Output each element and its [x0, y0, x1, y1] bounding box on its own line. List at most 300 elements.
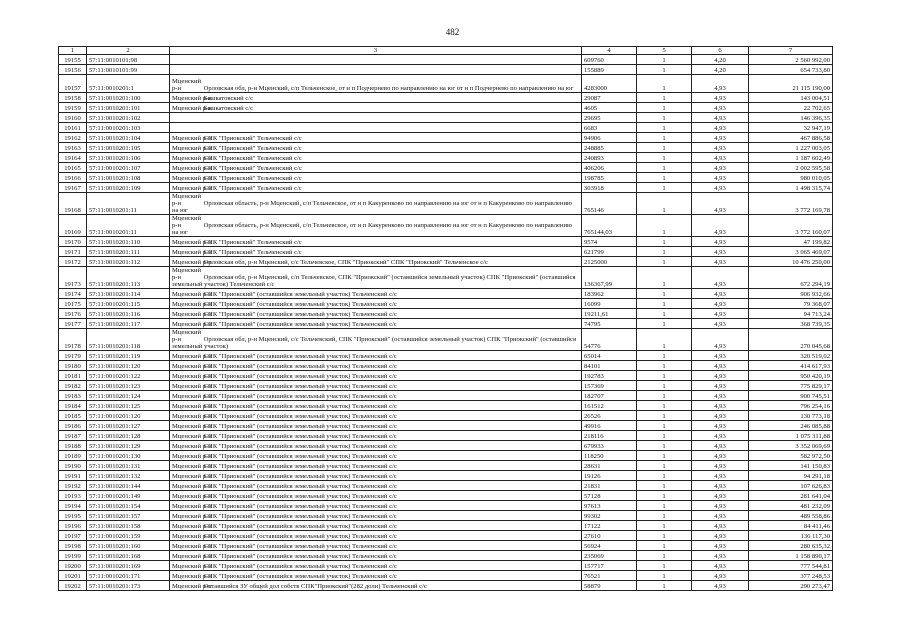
location-cell	[170, 153, 582, 163]
cadastral-value-cell: 2 002 595,58	[749, 163, 833, 173]
table-row	[59, 381, 833, 391]
rate-cell: 4,93	[692, 75, 749, 93]
cadastral-value-cell: 280 635,32	[749, 541, 833, 551]
location-cell	[170, 561, 582, 571]
address-description: СПК "Приокский" (оставшийся земельный участок) Тельченский с/с	[203, 383, 397, 390]
table-row	[59, 401, 833, 411]
cadastral-number-cell: 57:11:0010201:107	[87, 163, 170, 173]
row-number-cell: 19183	[59, 391, 87, 401]
row-number-cell: 19193	[59, 491, 87, 501]
rate-cell: 4,20	[692, 55, 749, 65]
location-cell	[170, 103, 582, 113]
rate-cell: 4,93	[692, 411, 749, 421]
cadastral-value-cell: 281 641,04	[749, 491, 833, 501]
table-row	[59, 511, 833, 521]
rate-cell: 4,93	[692, 571, 749, 581]
cadastral-number-cell: 57:11:0010101:98	[87, 55, 170, 65]
area-cell: 248885	[582, 143, 637, 153]
rate-cell: 4,93	[692, 123, 749, 133]
address-description: Орловская обл, р-н Мценский, с/п Тельчевское, СПК "Приокский" (оставшийся земельный участок) СПК "Приокский" (оставшийся земельный участок) Тельченский с/с	[172, 274, 576, 288]
cadastral-number-cell: 57:11:0010201:149	[87, 491, 170, 501]
rate-cell: 4,20	[692, 65, 749, 75]
area-cell: 76521	[582, 571, 637, 581]
cadastral-number-cell: 57:11:0010201:101	[87, 103, 170, 113]
count-cell: 1	[637, 541, 692, 551]
cadastral-value-cell: 900 745,51	[749, 391, 833, 401]
district-label: Мценский р-н	[172, 453, 212, 460]
table-row	[59, 93, 833, 103]
district-label: Мценский р-н	[172, 165, 212, 172]
location-cell	[170, 401, 582, 411]
area-cell: 182707	[582, 391, 637, 401]
area-cell: 4605	[582, 103, 637, 113]
table-row	[59, 441, 833, 451]
rate-cell: 4,93	[692, 421, 749, 431]
row-number-cell: 19159	[59, 103, 87, 113]
row-number-cell: 19192	[59, 481, 87, 491]
district-label: Мценский р-н	[172, 291, 212, 298]
cadastral-number-cell: 57:11:0010201:105	[87, 143, 170, 153]
cadastral-number-cell: 57:11:0010201:158	[87, 521, 170, 531]
address-description: СПК "Приокский" (оставшийся земельный участок) Тельченский с/с	[203, 453, 397, 460]
address-description: СПК "Приокский" (оставшийся земельный участок) Тельченский с/с	[203, 503, 397, 510]
district-label: Мценский р-н	[172, 373, 212, 380]
district-label: Мценский р-н	[172, 513, 212, 520]
count-cell: 1	[637, 501, 692, 511]
location-cell	[170, 501, 582, 511]
area-cell: 118250	[582, 451, 637, 461]
count-cell: 1	[637, 55, 692, 65]
location-cell	[170, 471, 582, 481]
table-row	[59, 451, 833, 461]
address-description: СПК "Приокский" (оставшийся земельный участок) Тельченский с/с	[203, 533, 397, 540]
rate-cell: 4,93	[692, 461, 749, 471]
row-number-cell: 19156	[59, 65, 87, 75]
rate-cell: 4,93	[692, 471, 749, 481]
cadastral-number-cell: 57:11:0010201:123	[87, 381, 170, 391]
table-row	[59, 551, 833, 561]
district-label: Мценский р-н	[172, 185, 212, 192]
rate-cell: 4,93	[692, 215, 749, 237]
address-description: СПК "Приокский" (оставшийся земельный участок) Тельченский с/с	[203, 553, 397, 560]
location-cell	[170, 391, 582, 401]
location-cell	[170, 541, 582, 551]
district-label: Мценский р-н	[172, 573, 212, 580]
rate-cell: 4,93	[692, 551, 749, 561]
address-description: Башкатовский с/с	[203, 95, 253, 102]
count-cell: 1	[637, 153, 692, 163]
area-cell: 303918	[582, 183, 637, 193]
cadastral-number-cell: 57:11:0010201:122	[87, 371, 170, 381]
address-description: СПК "Приокский" Тельченский с/с	[203, 175, 302, 182]
cadastral-number-cell: 57:11:0010201:132	[87, 471, 170, 481]
rate-cell: 4,93	[692, 309, 749, 319]
area-cell: 28631	[582, 461, 637, 471]
table-row	[59, 319, 833, 329]
row-number-cell: 19179	[59, 351, 87, 361]
cadastral-value-cell: 21 115 190,00	[749, 75, 833, 93]
count-cell: 1	[637, 561, 692, 571]
table-row	[59, 257, 833, 267]
row-number-cell: 19176	[59, 309, 87, 319]
location-cell	[170, 551, 582, 561]
area-cell: 6683	[582, 123, 637, 133]
row-number-cell: 19184	[59, 401, 87, 411]
rate-cell: 4,93	[692, 193, 749, 215]
rate-cell: 4,93	[692, 257, 749, 267]
area-cell: 19126	[582, 471, 637, 481]
table-row	[59, 299, 833, 309]
row-number-cell: 19194	[59, 501, 87, 511]
count-cell: 1	[637, 319, 692, 329]
address-description: СПК "Приокский" (оставшийся земельный участок) Тельченский с/с	[203, 321, 397, 328]
count-cell: 1	[637, 329, 692, 351]
count-cell: 1	[637, 65, 692, 75]
district-label: Мценский р-н	[172, 175, 212, 182]
count-cell: 1	[637, 193, 692, 215]
table-row	[59, 103, 833, 113]
address-description: СПК "Приокский" (оставшийся земельный участок) Тельченский с/с	[203, 513, 397, 520]
cadastral-number-cell: 57:11:0010201:119	[87, 351, 170, 361]
rate-cell: 4,93	[692, 491, 749, 501]
column-header: 4	[582, 47, 637, 55]
district-label: Мценский р-н	[172, 78, 202, 92]
rate-cell: 4,93	[692, 133, 749, 143]
cadastral-value-cell: 290 273,47	[749, 581, 833, 591]
district-label: Мценский р-н	[172, 105, 212, 112]
table-row	[59, 183, 833, 193]
cadastral-value-cell: 107 626,83	[749, 481, 833, 491]
district-label: Мценский р-н	[172, 353, 212, 360]
table-row	[59, 113, 833, 123]
rate-cell: 4,93	[692, 351, 749, 361]
row-number-cell: 19189	[59, 451, 87, 461]
rate-cell: 4,93	[692, 143, 749, 153]
count-cell: 1	[637, 309, 692, 319]
count-cell: 1	[637, 371, 692, 381]
row-number-cell: 19202	[59, 581, 87, 591]
cadastral-value-cell: 320 519,02	[749, 351, 833, 361]
cadastral-value-cell: 1 227 003,05	[749, 143, 833, 153]
district-label: Мценский р-н	[172, 267, 202, 281]
area-cell: 183962	[582, 289, 637, 299]
address-description: Башкатовский с/с	[203, 105, 253, 112]
row-number-cell: 19172	[59, 257, 87, 267]
location-cell	[170, 371, 582, 381]
area-cell: 19211,61	[582, 309, 637, 319]
location-cell	[170, 461, 582, 471]
rate-cell: 4,93	[692, 441, 749, 451]
area-cell: 97613	[582, 501, 637, 511]
count-cell: 1	[637, 381, 692, 391]
cadastral-number-cell: 57:11:0010201:130	[87, 451, 170, 461]
row-number-cell: 19201	[59, 571, 87, 581]
address-description: СПК "Приокский" (оставшийся земельный участок) Тельченский с/с	[203, 483, 397, 490]
cadastral-value-cell: 136 117,30	[749, 531, 833, 541]
address-description: СПК "Приокский" (оставшийся земельный участок) Тельченский с/с	[203, 463, 397, 470]
area-cell: 27610	[582, 531, 637, 541]
cadastral-value-cell: 47 199,82	[749, 237, 833, 247]
area-cell: 29695	[582, 113, 637, 123]
location-cell	[170, 351, 582, 361]
area-cell: 155889	[582, 65, 637, 75]
row-number-cell: 19190	[59, 461, 87, 471]
row-number-cell: 19158	[59, 93, 87, 103]
area-cell: 765144,03	[582, 215, 637, 237]
cadastral-number-cell: 57:11:0010201:104	[87, 133, 170, 143]
rate-cell: 4,93	[692, 163, 749, 173]
address-description: СПК "Приокский" (оставшийся земельный участок) Тельченский с/с	[203, 423, 397, 430]
area-cell: 74795	[582, 319, 637, 329]
district-label: Мценский р-н	[172, 215, 202, 229]
area-cell: 84101	[582, 361, 637, 371]
cadastral-value-cell: 775 829,17	[749, 381, 833, 391]
cadastral-value-cell: 467 886,58	[749, 133, 833, 143]
count-cell: 1	[637, 257, 692, 267]
table-row	[59, 193, 833, 215]
district-label: Мценский р-н	[172, 533, 212, 540]
table-row	[59, 581, 833, 591]
area-cell: 99302	[582, 511, 637, 521]
count-cell: 1	[637, 173, 692, 183]
table-row	[59, 531, 833, 541]
cadastral-value-cell: 377 248,53	[749, 571, 833, 581]
column-header: 5	[637, 47, 692, 55]
address-description: СПК "Приокский" (оставшийся земельный участок) Тельченский с/с	[203, 413, 397, 420]
district-label: Мценский р-н	[172, 433, 212, 440]
cadastral-number-cell: 57:11:0010201:103	[87, 123, 170, 133]
address-description: СПК "Приокский" Тельченский с/с	[203, 155, 302, 162]
row-number-cell: 19168	[59, 193, 87, 215]
rate-cell: 4,93	[692, 103, 749, 113]
table-row	[59, 267, 833, 289]
cadastral-value-cell: 79 368,07	[749, 299, 833, 309]
area-cell: 157717	[582, 561, 637, 571]
rate-cell: 4,93	[692, 481, 749, 491]
address-description: Орловская область, р-н Мценский, с/п Тельчевское, от н п Какуренково по направлению на юг от н п Какуренково по направлению на юг	[172, 222, 572, 236]
cadastral-number-cell: 57:11:0010201:128	[87, 431, 170, 441]
row-number-cell: 19163	[59, 143, 87, 153]
area-cell: 49916	[582, 421, 637, 431]
district-label: Мценский р-н	[172, 155, 212, 162]
table-row	[59, 153, 833, 163]
row-number-cell: 19169	[59, 215, 87, 237]
location-cell	[170, 421, 582, 431]
district-label: Мценский р-н	[172, 363, 212, 370]
cadastral-value-cell: 368 739,35	[749, 319, 833, 329]
table-row	[59, 541, 833, 551]
location-cell	[170, 309, 582, 319]
rate-cell: 4,93	[692, 329, 749, 351]
address-description: СПК "Приокский" (оставшийся земельный участок) Тельченский с/с	[203, 291, 397, 298]
district-label: Мценский р-н	[172, 523, 212, 530]
address-description: Орловская обл, р-н Мценский, с/с Тельчевский, СПК "Приокский" (оставшийся земельный участок) СПК "Приокский" (оставшийся земельный участок)	[172, 336, 577, 350]
row-number-cell: 19180	[59, 361, 87, 371]
cadastral-number-cell: 57:11:0010201:114	[87, 289, 170, 299]
address-description: СПК "Приокский" (оставшийся земельный участок) Тельченский с/с	[203, 543, 397, 550]
district-label: Мценский р-н	[172, 301, 212, 308]
address-description: СПК "Приокский" Тельченский с/с	[203, 239, 302, 246]
cadastral-value-table	[58, 46, 833, 591]
area-cell: 161512	[582, 401, 637, 411]
cadastral-number-cell: 57:11:0010201:160	[87, 541, 170, 551]
row-number-cell: 19173	[59, 267, 87, 289]
address-description: СПК "Приокский" Тельченский с/с	[203, 135, 302, 142]
count-cell: 1	[637, 163, 692, 173]
cadastral-number-cell: 57:11:0010201:106	[87, 153, 170, 163]
address-description: СПК "Приокский" (оставшийся земельный участок) Тельченский с/с	[203, 403, 397, 410]
location-cell	[170, 289, 582, 299]
cadastral-number-cell: 57:11:0010201:100	[87, 93, 170, 103]
row-number-cell: 19199	[59, 551, 87, 561]
count-cell: 1	[637, 299, 692, 309]
location-cell	[170, 133, 582, 143]
location-cell	[170, 75, 582, 93]
cadastral-number-cell: 57:11:0010101:99	[87, 65, 170, 75]
row-number-cell: 19175	[59, 299, 87, 309]
cadastral-number-cell: 57:11:0010201:118	[87, 329, 170, 351]
count-cell: 1	[637, 103, 692, 113]
rate-cell: 4,93	[692, 361, 749, 371]
row-number-cell: 19195	[59, 511, 87, 521]
row-number-cell: 19167	[59, 183, 87, 193]
location-cell	[170, 481, 582, 491]
row-number-cell: 19157	[59, 75, 87, 93]
cadastral-number-cell: 57:11:0010201:110	[87, 237, 170, 247]
row-number-cell: 19160	[59, 113, 87, 123]
cadastral-number-cell: 57:11:0010201:113	[87, 267, 170, 289]
count-cell: 1	[637, 481, 692, 491]
cadastral-number-cell: 57:11:0010201:117	[87, 319, 170, 329]
cadastral-value-cell: 980 010,05	[749, 173, 833, 183]
count-cell: 1	[637, 391, 692, 401]
cadastral-value-cell: 141 150,83	[749, 461, 833, 471]
cadastral-value-cell: 796 254,16	[749, 401, 833, 411]
location-cell	[170, 299, 582, 309]
location-cell	[170, 163, 582, 173]
count-cell: 1	[637, 75, 692, 93]
row-number-cell: 19197	[59, 531, 87, 541]
row-number-cell: 19185	[59, 411, 87, 421]
table-row	[59, 431, 833, 441]
table-row	[59, 351, 833, 361]
row-number-cell: 19186	[59, 421, 87, 431]
area-cell: 57128	[582, 491, 637, 501]
cadastral-value-cell: 2 560 992,00	[749, 55, 833, 65]
area-cell: 17122	[582, 521, 637, 531]
count-cell: 1	[637, 93, 692, 103]
rate-cell: 4,93	[692, 93, 749, 103]
cadastral-number-cell: 57:11:0010201:144	[87, 481, 170, 491]
row-number-cell: 19155	[59, 55, 87, 65]
count-cell: 1	[637, 421, 692, 431]
rate-cell: 4,93	[692, 183, 749, 193]
district-label: Мценский р-н	[172, 583, 212, 590]
address-description: СПК "Приокский" (оставшийся земельный участок) Тельченский с/с	[203, 311, 397, 318]
rate-cell: 4,93	[692, 289, 749, 299]
cadastral-number-cell: 57:11:0010201:112	[87, 257, 170, 267]
cadastral-number-cell: 57:11:0010201:108	[87, 173, 170, 183]
rate-cell: 4,93	[692, 531, 749, 541]
row-number-cell: 19178	[59, 329, 87, 351]
row-number-cell: 19188	[59, 441, 87, 451]
rate-cell: 4,93	[692, 581, 749, 591]
table-row	[59, 491, 833, 501]
rate-cell: 4,93	[692, 451, 749, 461]
table-row	[59, 571, 833, 581]
cadastral-number-cell: 57:11:0010201:157	[87, 511, 170, 521]
area-cell: 2125000	[582, 257, 637, 267]
address-description: Орловская область, р-н Мценский, с/п Тельчевское, от н п Какуренково по направлению на юг от н п Какуренково по направлению на юг	[172, 200, 572, 214]
location-cell	[170, 571, 582, 581]
count-cell: 1	[637, 123, 692, 133]
count-cell: 1	[637, 461, 692, 471]
count-cell: 1	[637, 531, 692, 541]
count-cell: 1	[637, 451, 692, 461]
cadastral-value-cell: 489 558,86	[749, 511, 833, 521]
cadastral-number-cell: 57:11:0010201:127	[87, 421, 170, 431]
table-row	[59, 371, 833, 381]
cadastral-number-cell: 57:11:0010201:1	[87, 75, 170, 93]
row-number-cell: 19164	[59, 153, 87, 163]
count-cell: 1	[637, 551, 692, 561]
location-cell	[170, 361, 582, 371]
address-description: СПК "Приокский" (оставшийся земельный участок) Тельченский с/с	[203, 473, 397, 480]
column-header: 6	[692, 47, 749, 55]
rate-cell: 4,93	[692, 561, 749, 571]
table-row	[59, 289, 833, 299]
area-cell: 235069	[582, 551, 637, 561]
cadastral-value-cell: 143 004,51	[749, 93, 833, 103]
address-description: СПК "Приокский" (оставшийся земельный участок) Тельченский с/с	[203, 573, 397, 580]
cadastral-value-cell: 3 772 169,78	[749, 193, 833, 215]
table-row	[59, 215, 833, 237]
district-label: Мценский р-н	[172, 423, 212, 430]
row-number-cell: 19191	[59, 471, 87, 481]
count-cell: 1	[637, 143, 692, 153]
count-cell: 1	[637, 471, 692, 481]
cadastral-number-cell: 57:11:0010201:115	[87, 299, 170, 309]
district-label: Мценский р-н	[172, 493, 212, 500]
cadastral-value-cell: 270 045,68	[749, 329, 833, 351]
address-description: СПК "Приокский" (оставшийся земельный участок) Тельченский с/с	[203, 493, 397, 500]
cadastral-value-cell: 1 187 602,49	[749, 153, 833, 163]
location-cell	[170, 257, 582, 267]
cadastral-value-cell: 3 772 160,07	[749, 215, 833, 237]
column-header: 2	[87, 47, 170, 55]
location-cell	[170, 93, 582, 103]
district-label: Мценский р-н	[172, 473, 212, 480]
cadastral-number-cell: 57:11:0010201:159	[87, 531, 170, 541]
cadastral-value-cell: 481 232,09	[749, 501, 833, 511]
table-row	[59, 309, 833, 319]
area-cell: 58879	[582, 581, 637, 591]
area-cell: 406206	[582, 163, 637, 173]
cadastral-value-cell: 906 932,66	[749, 289, 833, 299]
district-label: Мценский р-н	[172, 329, 202, 343]
address-description: СПК "Приокский" (оставшийся земельный участок) Тельченский с/с	[203, 353, 397, 360]
area-cell: 136367,99	[582, 267, 637, 289]
rate-cell: 4,93	[692, 113, 749, 123]
column-header: 1	[59, 47, 87, 55]
district-label: Мценский р-н	[172, 145, 212, 152]
cadastral-value-cell: 130 773,18	[749, 411, 833, 421]
district-label: Мценский р-н	[172, 503, 212, 510]
cadastral-number-cell: 57:11:0010201:102	[87, 113, 170, 123]
area-cell: 609760	[582, 55, 637, 65]
cadastral-value-cell: 1 498 315,74	[749, 183, 833, 193]
cadastral-number-cell: 57:11:0010201:11	[87, 215, 170, 237]
